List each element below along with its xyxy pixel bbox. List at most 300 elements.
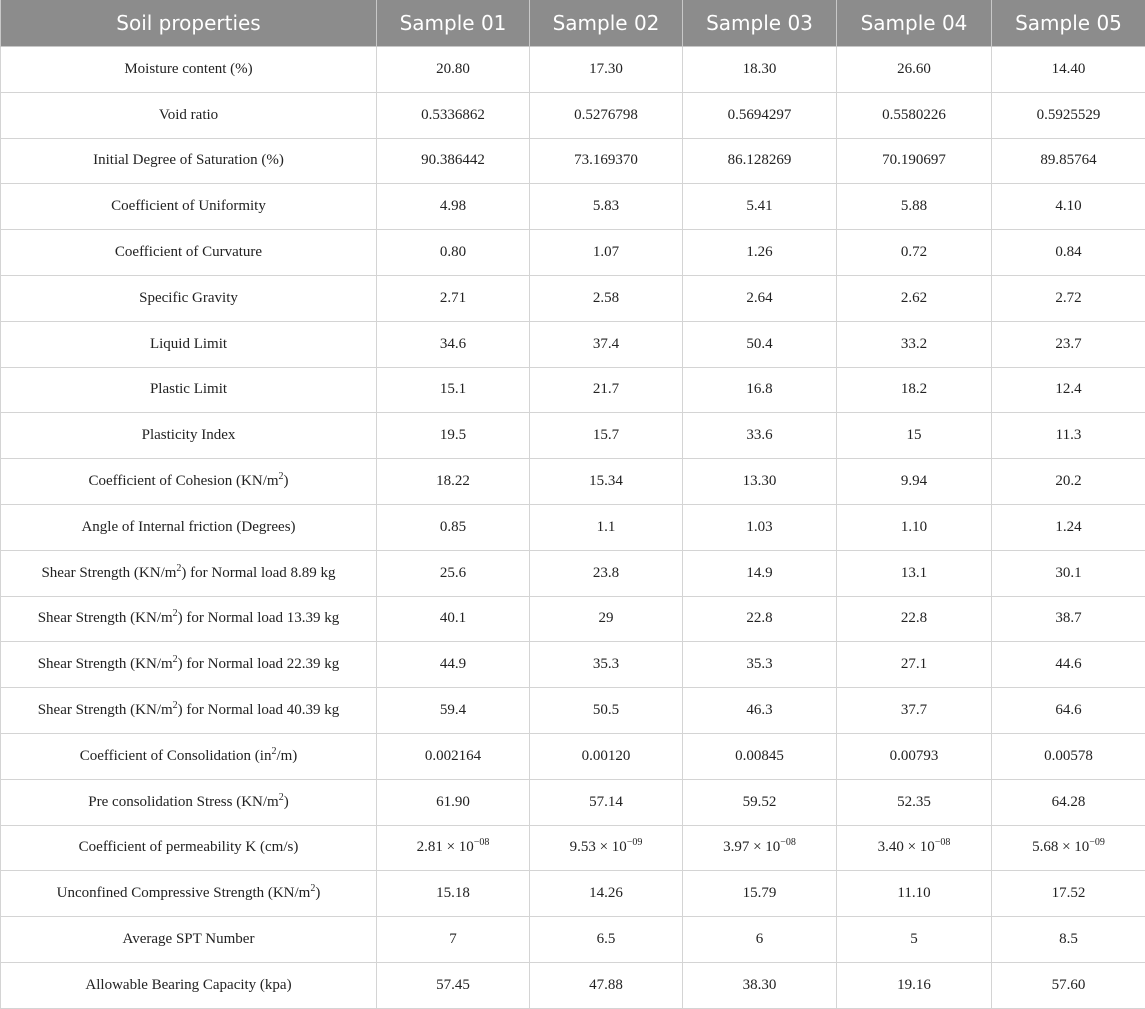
property-label: [1, 871, 377, 917]
property-label-text: Specific Gravity: [139, 290, 238, 306]
property-label: [1, 275, 377, 321]
property-label-text: Pre consolidation Stress (KN/m: [88, 794, 278, 810]
sample-04-value: [837, 413, 992, 459]
cell-value: 0.5694297: [728, 107, 792, 123]
property-label-superscript: 2: [173, 608, 178, 619]
cell-value: 35.3: [593, 656, 619, 672]
sample-01-value: [377, 92, 530, 138]
cell-value: 64.28: [1052, 794, 1086, 810]
header-sample-02: Sample 02: [530, 0, 683, 47]
cell-value: 15: [907, 427, 922, 443]
sample-05-value: [992, 825, 1145, 871]
property-label: [1, 550, 377, 596]
cell-value: 17.30: [589, 61, 623, 77]
cell-value: 0.5925529: [1037, 107, 1101, 123]
property-label: [1, 825, 377, 871]
property-label: [1, 642, 377, 688]
cell-value: 0.00845: [735, 748, 784, 764]
sample-02-value: [530, 825, 683, 871]
cell-value: 38.30: [743, 977, 777, 993]
sample-04-value: [837, 367, 992, 413]
property-label-superscript: 2: [279, 471, 284, 482]
header-sample-01: Sample 01: [377, 0, 530, 47]
sample-01-value: [377, 825, 530, 871]
cell-value: 6: [756, 931, 764, 947]
sample-03-value: [683, 962, 837, 1008]
property-label-superscript: 2: [173, 654, 178, 665]
cell-value: 15.18: [436, 885, 470, 901]
sample-04-value: [837, 688, 992, 734]
property-label-text: Angle of Internal friction (Degrees): [81, 519, 295, 535]
cell-value: 5.83: [593, 198, 619, 214]
sample-05-value: [992, 733, 1145, 779]
cell-value: 14.40: [1052, 61, 1086, 77]
table-row: [1, 275, 1145, 321]
cell-value: 14.9: [746, 565, 772, 581]
cell-value: 5: [910, 931, 918, 947]
table-row: [1, 184, 1145, 230]
property-label-superscript: 2: [176, 563, 181, 574]
cell-value: 11.10: [897, 885, 930, 901]
property-label: [1, 413, 377, 459]
cell-value: 15.79: [743, 885, 777, 901]
sample-04-value: [837, 917, 992, 963]
sample-03-value: [683, 367, 837, 413]
property-label-superscript: 2: [173, 700, 178, 711]
cell-value: 33.2: [901, 336, 927, 352]
cell-value: 38.7: [1055, 610, 1081, 626]
cell-value: 0.80: [440, 244, 466, 260]
sample-02-value: [530, 550, 683, 596]
sample-02-value: [530, 642, 683, 688]
property-label: [1, 962, 377, 1008]
sample-01-value: [377, 184, 530, 230]
property-label-text: Coefficient of Consolidation (in: [80, 748, 272, 764]
sample-05-value: [992, 413, 1145, 459]
sample-03-value: [683, 917, 837, 963]
cell-value: 4.10: [1055, 198, 1081, 214]
sample-01-value: [377, 413, 530, 459]
property-label-text: Liquid Limit: [150, 336, 227, 352]
sample-04-value: [837, 230, 992, 276]
sample-03-value: [683, 230, 837, 276]
sample-01-value: [377, 459, 530, 505]
property-label-text: Coefficient of Cohesion (KN/m: [88, 473, 278, 489]
property-label: [1, 230, 377, 276]
cell-value: 18.22: [436, 473, 470, 489]
cell-value: 22.8: [901, 610, 927, 626]
sample-01-value: [377, 47, 530, 93]
cell-value: 18.2: [901, 381, 927, 397]
sample-03-value: [683, 92, 837, 138]
cell-value: 11.3: [1056, 427, 1082, 443]
cell-value: 33.6: [746, 427, 772, 443]
cell-value: 2.81 × 10: [417, 839, 474, 855]
sample-02-value: [530, 138, 683, 184]
sample-05-value: [992, 596, 1145, 642]
sample-04-value: [837, 504, 992, 550]
sample-02-value: [530, 367, 683, 413]
property-label: [1, 92, 377, 138]
cell-value: 5.68 × 10: [1032, 839, 1089, 855]
cell-exponent: −08: [780, 837, 796, 848]
cell-value: 70.190697: [882, 152, 946, 168]
cell-value: 0.5580226: [882, 107, 946, 123]
header-sample-04: Sample 04: [837, 0, 992, 47]
property-label: [1, 596, 377, 642]
property-label: [1, 184, 377, 230]
sample-05-value: [992, 275, 1145, 321]
cell-value: 35.3: [746, 656, 772, 672]
property-label-superscript: 2: [271, 746, 276, 757]
table-row: [1, 825, 1145, 871]
property-label: [1, 367, 377, 413]
sample-05-value: [992, 47, 1145, 93]
cell-value: 86.128269: [728, 152, 792, 168]
header-row: [1, 0, 1145, 47]
sample-01-value: [377, 504, 530, 550]
cell-value: 2.62: [901, 290, 927, 306]
header-sample-03: Sample 03: [683, 0, 837, 47]
cell-value: 44.9: [440, 656, 466, 672]
sample-05-value: [992, 230, 1145, 276]
cell-value: 1.10: [901, 519, 927, 535]
property-label-suffix: ) for Normal load 8.89 kg: [181, 565, 335, 581]
cell-value: 59.4: [440, 702, 466, 718]
sample-05-value: [992, 459, 1145, 505]
sample-04-value: [837, 779, 992, 825]
cell-value: 19.16: [897, 977, 931, 993]
property-label: [1, 47, 377, 93]
sample-02-value: [530, 459, 683, 505]
sample-03-value: [683, 550, 837, 596]
cell-value: 40.1: [440, 610, 466, 626]
sample-03-value: [683, 504, 837, 550]
sample-04-value: [837, 47, 992, 93]
cell-value: 1.1: [597, 519, 616, 535]
cell-value: 19.5: [440, 427, 466, 443]
cell-value: 0.00120: [582, 748, 631, 764]
sample-05-value: [992, 138, 1145, 184]
sample-02-value: [530, 321, 683, 367]
property-label-text: Initial Degree of Saturation (%): [93, 152, 284, 168]
cell-value: 90.386442: [421, 152, 485, 168]
sample-02-value: [530, 917, 683, 963]
cell-value: 50.5: [593, 702, 619, 718]
cell-value: 0.84: [1055, 244, 1081, 260]
sample-02-value: [530, 230, 683, 276]
cell-exponent: −09: [627, 837, 643, 848]
cell-value: 57.60: [1052, 977, 1086, 993]
property-label: [1, 321, 377, 367]
cell-value: 37.7: [901, 702, 927, 718]
sample-03-value: [683, 779, 837, 825]
cell-value: 26.60: [897, 61, 931, 77]
property-label-text: Plastic Limit: [150, 381, 227, 397]
cell-value: 15.7: [593, 427, 619, 443]
sample-02-value: [530, 962, 683, 1008]
sample-02-value: [530, 504, 683, 550]
cell-value: 3.40 × 10: [878, 839, 935, 855]
sample-02-value: [530, 733, 683, 779]
sample-02-value: [530, 184, 683, 230]
sample-01-value: [377, 275, 530, 321]
cell-value: 9.53 × 10: [570, 839, 627, 855]
property-label-suffix: ) for Normal load 22.39 kg: [178, 656, 340, 672]
table-row: [1, 413, 1145, 459]
sample-01-value: [377, 917, 530, 963]
sample-02-value: [530, 688, 683, 734]
cell-value: 3.97 × 10: [723, 839, 780, 855]
sample-01-value: [377, 733, 530, 779]
cell-value: 16.8: [746, 381, 772, 397]
cell-value: 23.7: [1055, 336, 1081, 352]
property-label: [1, 733, 377, 779]
cell-value: 0.00793: [890, 748, 939, 764]
sample-03-value: [683, 825, 837, 871]
table-row: [1, 459, 1145, 505]
table-row: [1, 550, 1145, 596]
sample-05-value: [992, 550, 1145, 596]
cell-value: 50.4: [746, 336, 772, 352]
table-header: [1, 0, 1145, 47]
cell-value: 47.88: [589, 977, 623, 993]
sample-04-value: [837, 459, 992, 505]
sample-05-value: [992, 871, 1145, 917]
sample-01-value: [377, 138, 530, 184]
sample-01-value: [377, 367, 530, 413]
sample-04-value: [837, 871, 992, 917]
table-row: [1, 367, 1145, 413]
table-row: [1, 47, 1145, 93]
table-row: [1, 138, 1145, 184]
cell-value: 2.71: [440, 290, 466, 306]
sample-01-value: [377, 962, 530, 1008]
sample-03-value: [683, 596, 837, 642]
property-label: [1, 459, 377, 505]
sample-04-value: [837, 92, 992, 138]
cell-value: 64.6: [1055, 702, 1081, 718]
cell-value: 0.002164: [425, 748, 481, 764]
cell-exponent: −08: [474, 837, 490, 848]
property-label-suffix: ): [284, 794, 289, 810]
property-label: [1, 917, 377, 963]
table-body: [1, 47, 1145, 1009]
sample-02-value: [530, 92, 683, 138]
sample-04-value: [837, 962, 992, 1008]
cell-value: 8.5: [1059, 931, 1078, 947]
sample-03-value: [683, 688, 837, 734]
sample-01-value: [377, 871, 530, 917]
table-row: [1, 871, 1145, 917]
table-row: [1, 779, 1145, 825]
property-label-superscript: 2: [310, 883, 315, 894]
sample-05-value: [992, 962, 1145, 1008]
property-label-text: Void ratio: [159, 107, 218, 123]
cell-value: 2.72: [1055, 290, 1081, 306]
cell-value: 7: [449, 931, 457, 947]
property-label-text: Shear Strength (KN/m: [38, 702, 173, 718]
cell-value: 4.98: [440, 198, 466, 214]
cell-value: 73.169370: [574, 152, 638, 168]
sample-02-value: [530, 47, 683, 93]
sample-04-value: [837, 642, 992, 688]
sample-05-value: [992, 321, 1145, 367]
property-label-text: Coefficient of permeability K (cm/s): [79, 839, 299, 855]
cell-value: 57.14: [589, 794, 623, 810]
cell-exponent: −09: [1089, 837, 1105, 848]
sample-01-value: [377, 779, 530, 825]
sample-03-value: [683, 138, 837, 184]
sample-05-value: [992, 642, 1145, 688]
property-label-text: Shear Strength (KN/m: [38, 610, 173, 626]
sample-01-value: [377, 550, 530, 596]
sample-04-value: [837, 733, 992, 779]
cell-value: 20.80: [436, 61, 470, 77]
cell-value: 61.90: [436, 794, 470, 810]
table-row: [1, 688, 1145, 734]
property-label-suffix: ) for Normal load 13.39 kg: [178, 610, 340, 626]
cell-value: 29: [599, 610, 614, 626]
cell-value: 34.6: [440, 336, 466, 352]
property-label-text: Coefficient of Curvature: [115, 244, 262, 260]
sample-03-value: [683, 321, 837, 367]
cell-value: 13.30: [743, 473, 777, 489]
cell-value: 2.64: [746, 290, 772, 306]
sample-03-value: [683, 871, 837, 917]
property-label-suffix: ): [315, 885, 320, 901]
sample-03-value: [683, 413, 837, 459]
cell-value: 14.26: [589, 885, 623, 901]
sample-05-value: [992, 184, 1145, 230]
cell-value: 27.1: [901, 656, 927, 672]
property-label-suffix: ): [284, 473, 289, 489]
cell-value: 0.00578: [1044, 748, 1093, 764]
table-row: [1, 917, 1145, 963]
cell-value: 5.41: [746, 198, 772, 214]
cell-value: 17.52: [1052, 885, 1086, 901]
cell-exponent: −08: [935, 837, 951, 848]
property-label-text: Unconfined Compressive Strength (KN/m: [57, 885, 311, 901]
sample-02-value: [530, 596, 683, 642]
cell-value: 5.88: [901, 198, 927, 214]
property-label-text: Shear Strength (KN/m: [38, 656, 173, 672]
cell-value: 0.85: [440, 519, 466, 535]
sample-04-value: [837, 138, 992, 184]
cell-value: 20.2: [1055, 473, 1081, 489]
sample-02-value: [530, 871, 683, 917]
sample-02-value: [530, 275, 683, 321]
property-label-suffix: ) for Normal load 40.39 kg: [178, 702, 340, 718]
table-row: [1, 92, 1145, 138]
sample-03-value: [683, 733, 837, 779]
cell-value: 52.35: [897, 794, 931, 810]
sample-05-value: [992, 688, 1145, 734]
cell-value: 44.6: [1055, 656, 1081, 672]
sample-05-value: [992, 504, 1145, 550]
cell-value: 1.03: [746, 519, 772, 535]
sample-03-value: [683, 184, 837, 230]
table-row: [1, 504, 1145, 550]
cell-value: 15.34: [589, 473, 623, 489]
property-label: [1, 504, 377, 550]
property-label-text: Coefficient of Uniformity: [111, 198, 266, 214]
cell-value: 1.24: [1055, 519, 1081, 535]
cell-value: 0.5336862: [421, 107, 485, 123]
table-row: [1, 642, 1145, 688]
property-label-text: Plasticity Index: [142, 427, 236, 443]
sample-01-value: [377, 642, 530, 688]
sample-01-value: [377, 688, 530, 734]
table-row: [1, 321, 1145, 367]
cell-value: 57.45: [436, 977, 470, 993]
property-label-text: Allowable Bearing Capacity (kpa): [85, 977, 291, 993]
cell-value: 2.58: [593, 290, 619, 306]
property-label: [1, 688, 377, 734]
cell-value: 22.8: [746, 610, 772, 626]
cell-value: 25.6: [440, 565, 466, 581]
cell-value: 21.7: [593, 381, 619, 397]
sample-03-value: [683, 459, 837, 505]
cell-value: 59.52: [743, 794, 777, 810]
cell-value: 23.8: [593, 565, 619, 581]
table-row: [1, 596, 1145, 642]
sample-05-value: [992, 367, 1145, 413]
header-soil-properties: Soil properties: [1, 0, 377, 47]
cell-value: 46.3: [746, 702, 772, 718]
cell-value: 0.72: [901, 244, 927, 260]
header-sample-05: Sample 05: [992, 0, 1145, 47]
cell-value: 30.1: [1055, 565, 1081, 581]
property-label-text: Average SPT Number: [123, 931, 255, 947]
sample-03-value: [683, 642, 837, 688]
property-label: [1, 779, 377, 825]
table-row: [1, 733, 1145, 779]
sample-04-value: [837, 825, 992, 871]
sample-03-value: [683, 275, 837, 321]
cell-value: 18.30: [743, 61, 777, 77]
sample-02-value: [530, 779, 683, 825]
sample-05-value: [992, 92, 1145, 138]
property-label-superscript: 2: [279, 792, 284, 803]
sample-04-value: [837, 596, 992, 642]
cell-value: 37.4: [593, 336, 619, 352]
table-row: [1, 230, 1145, 276]
sample-04-value: [837, 184, 992, 230]
cell-value: 15.1: [440, 381, 466, 397]
sample-01-value: [377, 321, 530, 367]
sample-04-value: [837, 550, 992, 596]
cell-value: 89.85764: [1040, 152, 1096, 168]
cell-value: 12.4: [1055, 381, 1081, 397]
property-label-suffix: /m): [276, 748, 297, 764]
sample-01-value: [377, 596, 530, 642]
property-label-text: Moisture content (%): [124, 61, 252, 77]
sample-02-value: [530, 413, 683, 459]
sample-01-value: [377, 230, 530, 276]
sample-05-value: [992, 779, 1145, 825]
sample-03-value: [683, 47, 837, 93]
property-label-text: Shear Strength (KN/m: [41, 565, 176, 581]
sample-04-value: [837, 275, 992, 321]
cell-value: 9.94: [901, 473, 927, 489]
sample-04-value: [837, 321, 992, 367]
cell-value: 6.5: [597, 931, 616, 947]
sample-05-value: [992, 917, 1145, 963]
property-label: [1, 138, 377, 184]
cell-value: 13.1: [901, 565, 927, 581]
cell-value: 1.07: [593, 244, 619, 260]
